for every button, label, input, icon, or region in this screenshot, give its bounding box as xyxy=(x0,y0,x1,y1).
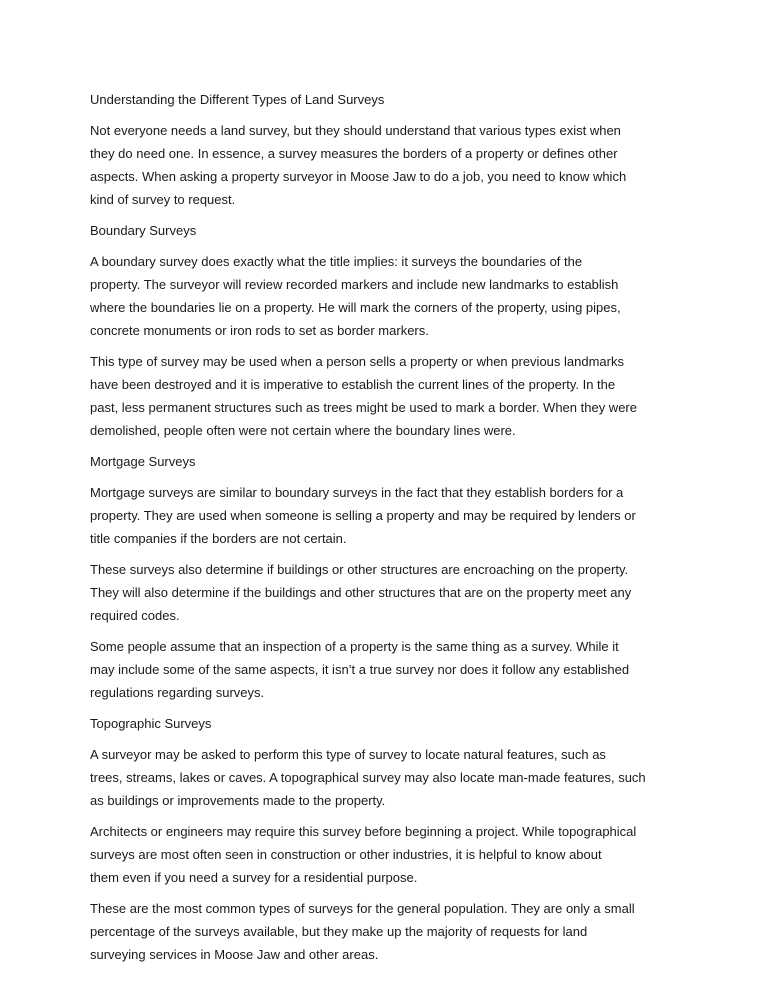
intro-paragraph xyxy=(90,119,690,211)
paragraph-line: Not everyone needs a land survey, but they should understand that various types exist when xyxy=(90,123,621,138)
paragraph-line: concrete monuments or iron rods to set as border markers. xyxy=(90,323,429,338)
paragraph-line: A boundary survey does exactly what the title implies: it surveys the boundaries of the xyxy=(90,254,583,269)
mortgage-paragraph-2 xyxy=(90,558,690,627)
paragraph-line: Mortgage surveys are similar to boundary surveys in the fact that they establish borders for a xyxy=(90,485,624,500)
closing-paragraph xyxy=(90,897,690,966)
paragraph-line: kind of survey to request. xyxy=(90,192,236,207)
document-title xyxy=(90,88,690,111)
section-heading-boundary xyxy=(90,219,690,242)
paragraph-line: This type of survey may be used when a person sells a property or when previous landmarks xyxy=(90,354,624,369)
paragraph-line: trees, streams, lakes or caves. A topographical survey may also locate man-made features, such xyxy=(90,770,646,785)
topographic-paragraph-2 xyxy=(90,820,690,889)
paragraph-line: demolished, people often were not certain where the boundary lines were. xyxy=(90,423,516,438)
paragraph-line: where the boundaries lie on a property. He will mark the corners of the property, using pipes, xyxy=(90,300,621,315)
paragraph-line: required codes. xyxy=(90,608,180,623)
paragraph-line: aspects. When asking a property surveyor in Moose Jaw to do a job, you need to know which xyxy=(90,169,627,184)
paragraph-line: them even if you need a survey for a residential purpose. xyxy=(90,870,418,885)
heading-line: Topographic Surveys xyxy=(90,716,212,731)
heading-line: Mortgage Surveys xyxy=(90,454,196,469)
boundary-paragraph-1 xyxy=(90,250,690,342)
paragraph-line: as buildings or improvements made to the property. xyxy=(90,793,386,808)
heading-line: Boundary Surveys xyxy=(90,223,197,238)
paragraph-line: have been destroyed and it is imperative to establish the current lines of the property. In the xyxy=(90,377,616,392)
paragraph-line: may include some of the same aspects, it isn’t a true survey nor does it follow any established xyxy=(90,662,630,677)
paragraph-line: past, less permanent structures such as trees might be used to mark a border. When they were xyxy=(90,400,637,415)
topographic-paragraph-1 xyxy=(90,743,690,812)
document-page xyxy=(90,88,690,974)
heading-line: Understanding the Different Types of Land Surveys xyxy=(90,92,385,107)
paragraph-line: they do need one. In essence, a survey measures the borders of a property or defines other xyxy=(90,146,618,161)
paragraph-line: title companies if the borders are not certain. xyxy=(90,531,347,546)
paragraph-line: These are the most common types of surveys for the general population. They are only a small xyxy=(90,901,635,916)
boundary-paragraph-2 xyxy=(90,350,690,442)
paragraph-line: Some people assume that an inspection of a property is the same thing as a survey. While it xyxy=(90,639,619,654)
paragraph-line: property. The surveyor will review recorded markers and include new landmarks to establish xyxy=(90,277,619,292)
mortgage-paragraph-1 xyxy=(90,481,690,550)
paragraph-line: property. They are used when someone is selling a property and may be required by lenders or xyxy=(90,508,636,523)
section-heading-topographic xyxy=(90,712,690,735)
paragraph-line: These surveys also determine if buildings or other structures are encroaching on the property. xyxy=(90,562,629,577)
paragraph-line: Architects or engineers may require this survey before beginning a project. While topographical xyxy=(90,824,637,839)
paragraph-line: percentage of the surveys available, but they make up the majority of requests for land xyxy=(90,924,588,939)
paragraph-line: They will also determine if the buildings and other structures that are on the property meet any xyxy=(90,585,632,600)
paragraph-line: surveys are most often seen in construction or other industries, it is helpful to know about xyxy=(90,847,602,862)
paragraph-line: A surveyor may be asked to perform this type of survey to locate natural features, such as xyxy=(90,747,606,762)
paragraph-line: regulations regarding surveys. xyxy=(90,685,265,700)
section-heading-mortgage xyxy=(90,450,690,473)
paragraph-line: surveying services in Moose Jaw and other areas. xyxy=(90,947,379,962)
mortgage-paragraph-3 xyxy=(90,635,690,704)
